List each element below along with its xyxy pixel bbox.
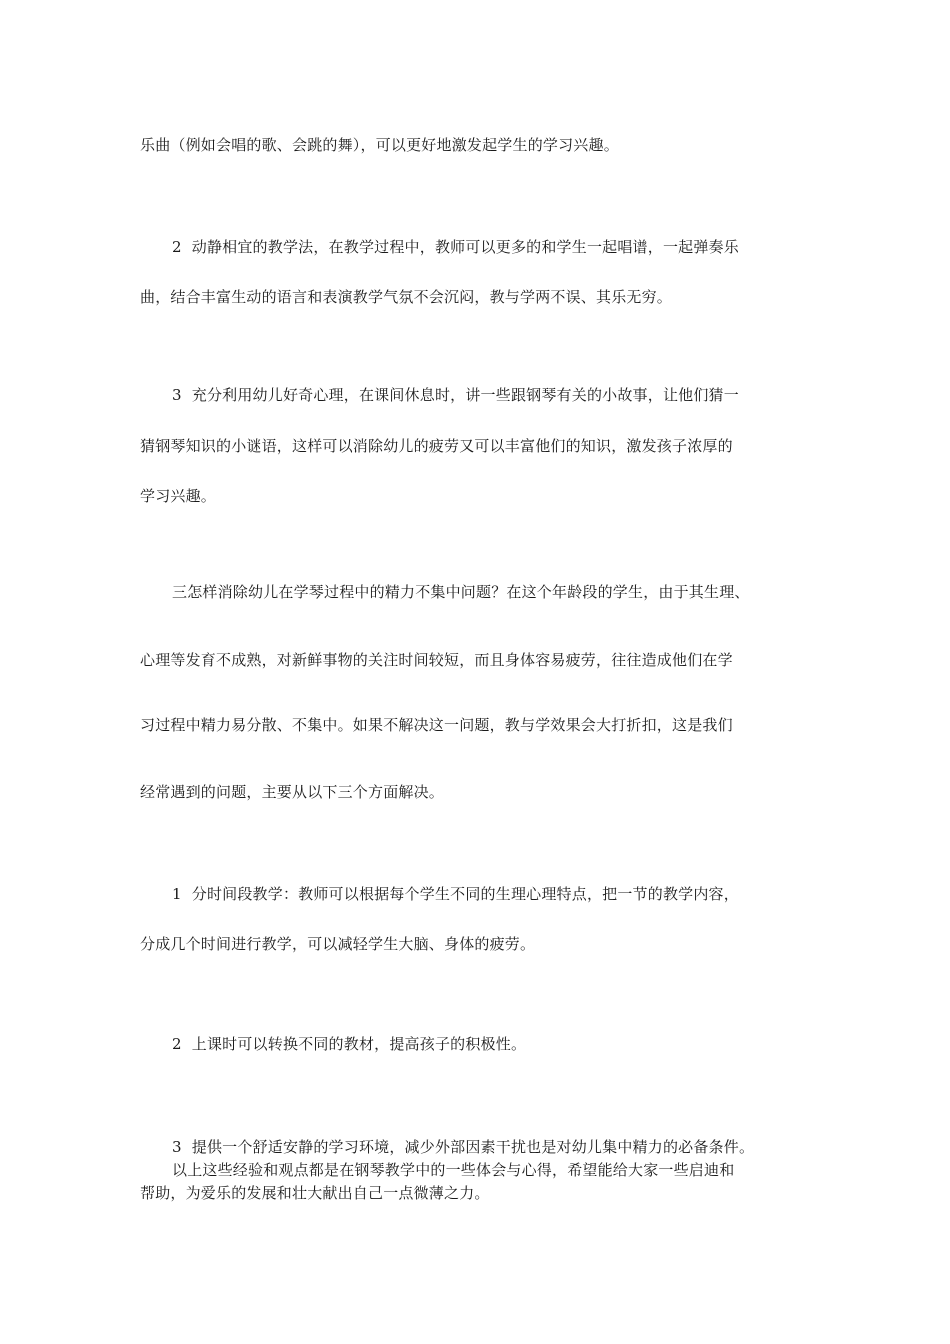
- paragraph-1-line-1: 乐曲（例如会唱的歌、会跳的舞），可以更好地激发起学生的学习兴趣。: [140, 136, 619, 154]
- paragraph-5-number: 1: [172, 885, 182, 903]
- paragraph-3-line-1: [172, 385, 739, 405]
- paragraph-2-line-1-text: 动静相宜的教学法，在教学过程中，教师可以更多的和学生一起唱谱，一起弹奏乐: [191, 238, 739, 256]
- paragraph-6-line-1: [172, 1034, 526, 1054]
- paragraph-6-line-1-text: 上课时可以转换不同的教材，提高孩子的积极性。: [191, 1035, 527, 1053]
- paragraph-3-line-2: 猜钢琴知识的小谜语，这样可以消除幼儿的疲劳又可以丰富他们的知识，激发孩子浓厚的: [140, 437, 733, 455]
- paragraph-5-line-2: 分成几个时间进行教学，可以减轻学生大脑、身体的疲劳。: [140, 935, 536, 953]
- paragraph-2-line-2: 曲，结合丰富生动的语言和表演教学气氛不会沉闷，教与学两不误、其乐无穷。: [140, 288, 673, 306]
- paragraph-2-line-1: [172, 237, 739, 257]
- paragraph-6-number: 2: [172, 1035, 182, 1053]
- paragraph-4-line-3: 习过程中精力易分散、不集中。如果不解决这一问题，教与学效果会大打折扣，这是我们: [140, 716, 733, 734]
- paragraph-7-line-1: [172, 1137, 754, 1157]
- paragraph-3-number: 3: [172, 386, 182, 404]
- paragraph-2-number: 2: [172, 238, 182, 256]
- paragraph-3-line-3: 学习兴趣。: [140, 487, 217, 505]
- paragraph-8-line-2: 帮助，为爱乐的发展和壮大献出自己一点微薄之力。: [140, 1184, 490, 1202]
- paragraph-5-line-1-text: 分时间段教学：教师可以根据每个学生不同的生理心理特点，把一节的教学内容，: [191, 885, 739, 903]
- paragraph-3-line-1-text: 充分利用幼儿好奇心理，在课间休息时，讲一些跟钢琴有关的小故事，让他们猜一: [191, 386, 739, 404]
- paragraph-4-line-4: 经常遇到的问题，主要从以下三个方面解决。: [140, 783, 445, 801]
- paragraph-5-line-1: [172, 884, 739, 904]
- paragraph-8-line-1: 以上这些经验和观点都是在钢琴教学中的一些体会与心得，希望能给大家一些启迪和: [172, 1161, 735, 1179]
- paragraph-7-line-1-text: 提供一个舒适安静的学习环境，减少外部因素干扰也是对幼儿集中精力的必备条件。: [191, 1138, 755, 1156]
- paragraph-4-line-1: 三怎样消除幼儿在学琴过程中的精力不集中问题？在这个年龄段的学生，由于其生理、: [172, 583, 750, 601]
- paragraph-4-line-2: 心理等发育不成熟，对新鲜事物的关注时间较短，而且身体容易疲劳，往往造成他们在学: [140, 651, 733, 669]
- paragraph-7-number: 3: [172, 1138, 182, 1156]
